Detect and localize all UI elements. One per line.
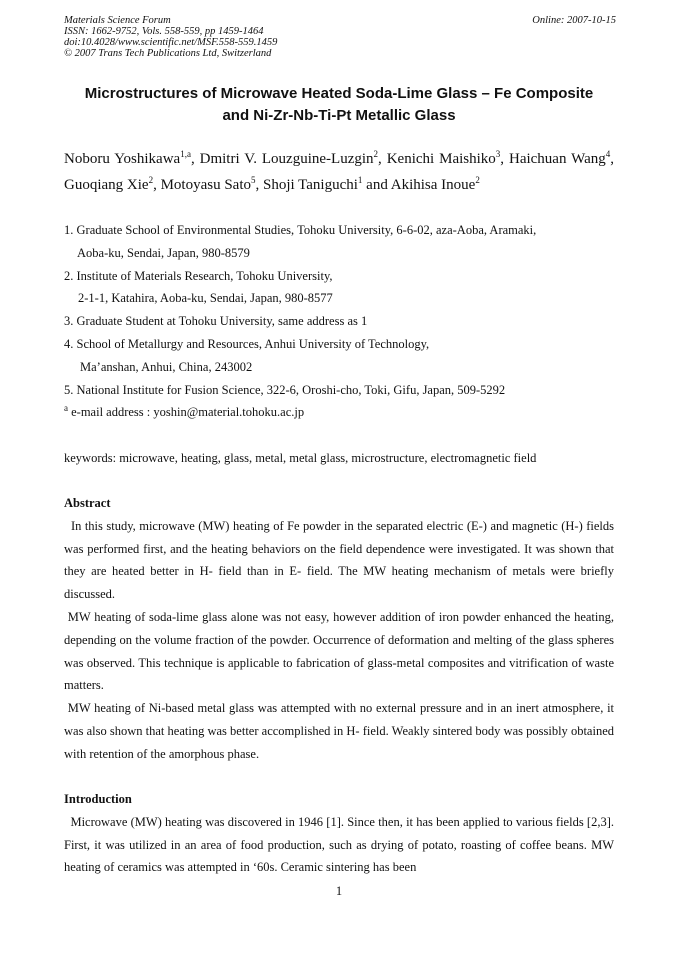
email-sup: a	[64, 403, 68, 414]
author-affiliation-sup: 1,a	[180, 149, 191, 159]
author-name: Guoqiang Xie	[64, 177, 149, 193]
journal-name: Materials Science Forum	[64, 15, 171, 26]
email-address: e-mail address : yoshin@material.tohoku.ac.jp	[71, 405, 305, 420]
affiliation-line: 1. Graduate School of Environmental Studies, Tohoku University, 6-6-02, aza-Aoba, Aramaki,	[64, 223, 537, 237]
affiliations	[64, 219, 624, 424]
author-name: Kenichi Maishiko	[386, 151, 496, 167]
author-name: Noboru Yoshikawa	[64, 151, 181, 167]
author-list: Noboru Yoshikawa$^{1,a}$, Dmitri V. Louzguine-Luzgin$^2$, Kenichi Maishiko$^3$, Haichuan Wang$^4$, Guoqiang Xie$^2$, Motoyasu Sato$^5$, Shoji Taniguchi$^1$ and Akihisa Inoue$^2$	[64, 149, 614, 193]
affiliation-line: 3. Graduate Student at Tohoku University, same address as 1	[64, 314, 368, 329]
affiliation-line: Aoba-ku, Sendai, Japan, 980-8579	[77, 245, 250, 260]
abstract-section	[64, 492, 614, 766]
journal-header	[64, 15, 616, 59]
author-name: Dmitri V. Louzguine-Luzgin	[199, 151, 374, 167]
affiliation-line: 4. School of Metallurgy and Resources, Anhui University of Technology,	[64, 336, 430, 351]
author-name: Shoji Taniguchi	[263, 177, 358, 193]
author-name: Akihisa Inoue	[390, 177, 476, 193]
author-affiliation-sup: 1	[357, 175, 363, 185]
issn-line: ISSN: 1662-9752, Vols. 558-559, pp 1459-1464	[64, 26, 264, 37]
introduction-section	[64, 788, 614, 879]
title-line-1: Microstructures of Microwave Heated Soda-Lime Glass – Fe Composite	[84, 85, 594, 102]
author-affiliation-sup: 2	[475, 175, 480, 185]
abstract-heading: Abstract	[64, 496, 111, 510]
introduction-heading: Introduction	[64, 792, 132, 806]
email-line	[64, 401, 624, 424]
doi-line: doi:10.4028/www.scientific.net/MSF.558-559.1459	[64, 37, 278, 48]
author-affiliation-sup: 2	[373, 149, 379, 159]
paper-title	[40, 83, 638, 127]
abstract-paragraph: MW heating of soda-lime glass alone was not easy, however addition of iron powder enhanced the heating, depending on the volume fraction of the powder. Occurrence of deformation and melting of the glass spheres was observed. This technique is applicable to fabrication of glass-metal composites and vitrification of waste matters.	[64, 609, 615, 693]
affiliation-line: Ma’anshan, Anhui, China, 243002	[80, 359, 253, 374]
affiliation-line: 5. National Institute for Fusion Science, 322-6, Oroshi-cho, Toki, Gifu, Japan, 509-5292	[64, 382, 506, 397]
title-line-2: and Ni-Zr-Nb-Ti-Pt Metallic Glass	[222, 107, 456, 124]
author-name: Haichuan Wang	[508, 151, 606, 167]
author-affiliation-sup: 5	[251, 175, 256, 185]
author-affiliation-sup: 2	[148, 175, 154, 185]
abstract-paragraph: In this study, microwave (MW) heating of Fe powder in the separated electric (E-) and magnetic (H-) fields was performed first, and the heating behaviors on the field dependence were investigated. It was shown that they are heated better in H- field than in E- field. The MW heating mechanism of metals were briefly discussed.	[64, 518, 614, 602]
author-affiliation-sup: 4	[605, 149, 611, 159]
affiliation-line: 2. Institute of Materials Research, Tohoku University,	[64, 268, 333, 283]
affiliation-line: 2-1-1, Katahira, Aoba-ku, Sendai, Japan, 980-8577	[78, 291, 333, 306]
abstract-paragraph: MW heating of Ni-based metal glass was attempted with no external pressure and in an inert atmosphere, it was also shown that heating was better accomplished in H- field. Weakly sintered body was possibly obtained with retention of the amorphous phase.	[64, 701, 615, 761]
online-date: Online: 2007-10-15	[532, 15, 616, 26]
author-name: Motoyasu Sato	[160, 177, 251, 193]
copyright-line: © 2007 Trans Tech Publications Ltd, Switzerland	[64, 48, 272, 59]
introduction-paragraph: Microwave (MW) heating was discovered in 1946 [1]. Since then, it has been applied to various fields [2,3]. First, it was utilized in an area of food production, such as drying of potato, roasting of coffee beans. MW heating of ceramics was attempted in ‘60s. Ceramic sintering has been	[64, 814, 614, 875]
author-affiliation-sup: 3	[495, 149, 501, 159]
page-number: 1	[335, 884, 343, 898]
keywords: keywords: microwave, heating, glass, metal, metal glass, microstructure, electromagnetic field	[64, 451, 537, 465]
